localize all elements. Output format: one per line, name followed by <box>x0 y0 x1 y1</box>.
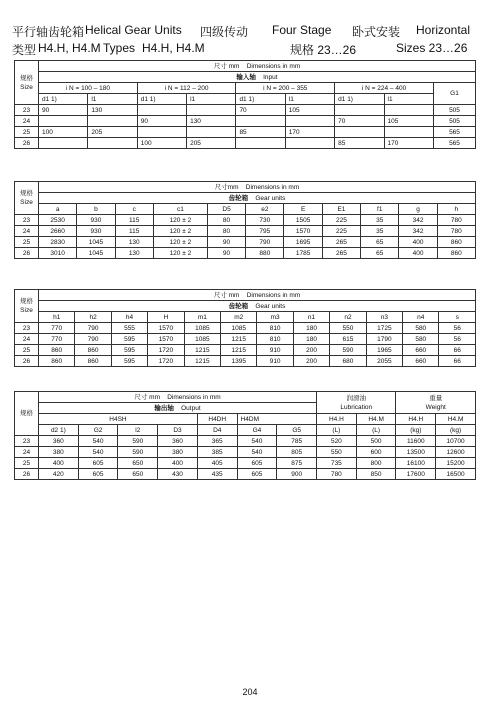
value-cell: 380 <box>158 447 198 458</box>
dimensions-header: 尺寸 mm Dimensions in mm <box>39 61 476 72</box>
size-cell: 26 <box>15 469 39 480</box>
value-cell: 595 <box>111 345 147 356</box>
table-row <box>15 458 476 469</box>
value-cell: 1965 <box>366 345 402 356</box>
table-row <box>15 138 476 149</box>
size-cell: 26 <box>15 248 39 259</box>
table-row <box>15 323 476 334</box>
size-cell: 23 <box>15 436 39 447</box>
value-cell: 900 <box>277 469 317 480</box>
value-cell: 780 <box>437 226 475 237</box>
value-cell: 605 <box>237 469 277 480</box>
size-cell: 23 <box>15 215 39 226</box>
col-header: (kg) <box>436 425 476 436</box>
value-cell: 615 <box>330 334 366 345</box>
value-cell: 120 ± 2 <box>153 237 207 248</box>
value-cell: 105 <box>384 116 433 127</box>
title-en: Helical Gear Units <box>85 23 182 37</box>
value-cell: 265 <box>322 248 360 259</box>
weight-header: 重量 Weight <box>396 392 476 414</box>
value-cell: 170 <box>384 138 433 149</box>
value-cell: 590 <box>118 447 158 458</box>
value-cell: 85 <box>236 127 285 138</box>
value-cell: 590 <box>330 345 366 356</box>
size-header: 规格 Size <box>15 182 39 215</box>
col-header: h1 <box>39 312 75 323</box>
col-header: d1 1) <box>335 94 384 105</box>
weight-h4h: H4.H <box>396 414 436 425</box>
size-cell: 23 <box>15 105 39 116</box>
value-cell: 660 <box>403 345 439 356</box>
value-cell: 790 <box>246 237 284 248</box>
col-header: G5 <box>277 425 317 436</box>
gear-units-table-2 <box>14 289 476 367</box>
value-cell: 90 <box>39 105 88 116</box>
ratio-group: i N = 100 – 180 <box>39 83 138 94</box>
value-cell: 860 <box>437 237 475 248</box>
column-header-row <box>15 312 476 323</box>
orient-en: Horizontal <box>416 23 471 37</box>
value-cell: 405 <box>197 458 237 469</box>
table-row <box>15 436 476 447</box>
h4dh-header: H4DH <box>197 414 237 425</box>
value-cell: 170 <box>285 127 334 138</box>
h4sh-header: H4SH <box>39 414 198 425</box>
value-cell: 360 <box>39 436 79 447</box>
value-cell: 590 <box>118 436 158 447</box>
col-header: d1 1) <box>236 94 285 105</box>
value-cell: 790 <box>75 334 111 345</box>
value-cell: 130 <box>88 105 137 116</box>
value-cell: 1790 <box>366 334 402 345</box>
stage-en: Four Stage <box>272 23 332 37</box>
value-cell: 505 <box>433 105 475 116</box>
col-header: h2 <box>75 312 111 323</box>
weight-h4m: H4.M <box>436 414 476 425</box>
size-cell: 24 <box>15 334 39 345</box>
value-cell: 540 <box>78 436 118 447</box>
value-cell: 180 <box>293 334 329 345</box>
value-cell: 580 <box>403 334 439 345</box>
col-header: s <box>439 312 476 323</box>
value-cell: 1085 <box>184 323 220 334</box>
size-cell: 26 <box>15 138 39 149</box>
value-cell: 1045 <box>77 248 115 259</box>
value-cell: 860 <box>75 345 111 356</box>
value-cell: 115 <box>115 215 153 226</box>
ratio-group: i N = 200 – 355 <box>236 83 335 94</box>
table-row <box>15 237 476 248</box>
col-header: l2 <box>118 425 158 436</box>
col-header: n4 <box>403 312 439 323</box>
value-cell: 105 <box>285 105 334 116</box>
value-cell: 265 <box>322 237 360 248</box>
dimensions-header: 尺寸 mm Dimensions in mm <box>39 290 476 301</box>
value-cell: 1215 <box>184 356 220 367</box>
table-row <box>15 127 476 138</box>
value-cell: 595 <box>111 334 147 345</box>
gear-units-header: 齿轮箱 Gear units <box>39 193 476 204</box>
col-header: b <box>77 204 115 215</box>
ratio-group: i N = 112 – 200 <box>137 83 236 94</box>
value-cell: 860 <box>39 345 75 356</box>
table-row <box>15 215 476 226</box>
value-cell: 2660 <box>39 226 77 237</box>
value-cell: 100 <box>39 127 88 138</box>
value-cell: 225 <box>322 226 360 237</box>
col-header: f1 <box>361 204 399 215</box>
col-header: g <box>399 204 437 215</box>
col-header: E <box>284 204 322 215</box>
value-cell: 780 <box>317 469 357 480</box>
value-cell: 540 <box>237 447 277 458</box>
value-cell: 10700 <box>436 436 476 447</box>
value-cell: 100 <box>137 138 186 149</box>
dimensions-header: 尺寸mm Dimensions in mm <box>39 182 476 193</box>
value-cell: 200 <box>293 356 329 367</box>
value-cell <box>88 116 137 127</box>
value-cell: 11600 <box>396 436 436 447</box>
value-cell: 860 <box>39 356 75 367</box>
value-cell: 342 <box>399 215 437 226</box>
value-cell <box>39 138 88 149</box>
col-header: H <box>148 312 184 323</box>
size-header: 规格 Size <box>15 290 39 323</box>
value-cell: 1725 <box>366 323 402 334</box>
output-shaft-table <box>14 391 476 480</box>
value-cell: 1785 <box>284 248 322 259</box>
value-cell: 565 <box>433 138 475 149</box>
value-cell: 65 <box>361 237 399 248</box>
value-cell <box>335 127 384 138</box>
value-cell: 540 <box>78 447 118 458</box>
g1-header: G1 <box>433 83 475 105</box>
size-cell: 24 <box>15 116 39 127</box>
value-cell <box>384 127 433 138</box>
value-cell: 56 <box>439 323 476 334</box>
table-row <box>15 356 476 367</box>
table-row <box>15 334 476 345</box>
gear-units-header: 齿轮箱 Gear units <box>39 301 476 312</box>
table-row <box>15 105 476 116</box>
col-header: d2 1) <box>39 425 79 436</box>
col-header: D3 <box>158 425 198 436</box>
value-cell: 70 <box>335 116 384 127</box>
table-row <box>15 447 476 458</box>
value-cell: 1215 <box>221 334 257 345</box>
value-cell: 400 <box>399 248 437 259</box>
value-cell: 120 ± 2 <box>153 215 207 226</box>
value-cell: 605 <box>78 469 118 480</box>
value-cell: 342 <box>399 226 437 237</box>
col-header: G2 <box>78 425 118 436</box>
size-cell: 25 <box>15 127 39 138</box>
size-cell: 25 <box>15 345 39 356</box>
col-header: a <box>39 204 77 215</box>
value-cell: 860 <box>437 248 475 259</box>
lub-h4m: H4.M <box>356 414 396 425</box>
col-header: l1 <box>384 94 433 105</box>
value-cell: 1215 <box>221 345 257 356</box>
col-header: m1 <box>184 312 220 323</box>
value-cell: 16500 <box>436 469 476 480</box>
value-cell: 730 <box>246 215 284 226</box>
size-cell: 25 <box>15 237 39 248</box>
value-cell: 365 <box>197 436 237 447</box>
value-cell: 805 <box>277 447 317 458</box>
ratio-group: i N = 224 – 400 <box>335 83 434 94</box>
orient-cn: 卧式安装 <box>352 25 401 39</box>
table-row <box>15 345 476 356</box>
input-shaft-table <box>14 60 476 149</box>
value-cell: 430 <box>158 469 198 480</box>
col-header: (L) <box>356 425 396 436</box>
size-cell: 24 <box>15 447 39 458</box>
value-cell: 66 <box>439 345 476 356</box>
col-header: c1 <box>153 204 207 215</box>
col-header: E1 <box>322 204 360 215</box>
value-cell: 605 <box>78 458 118 469</box>
value-cell <box>384 105 433 116</box>
col-header: e2 <box>246 204 284 215</box>
value-cell: 810 <box>257 334 293 345</box>
value-cell: 35 <box>361 215 399 226</box>
value-cell: 400 <box>399 237 437 248</box>
value-cell: 80 <box>207 226 245 237</box>
value-cell: 85 <box>335 138 384 149</box>
value-cell: 12600 <box>436 447 476 458</box>
value-cell: 205 <box>88 127 137 138</box>
size-cell: 23 <box>15 323 39 334</box>
col-header: h <box>437 204 475 215</box>
value-cell: 910 <box>257 356 293 367</box>
value-cell: 875 <box>277 458 317 469</box>
value-cell <box>236 116 285 127</box>
value-cell: 420 <box>39 469 79 480</box>
value-cell <box>137 105 186 116</box>
lubrication-header: 润滑油 Lubrication <box>317 392 396 414</box>
value-cell: 520 <box>317 436 357 447</box>
value-cell: 200 <box>293 345 329 356</box>
value-cell: 1215 <box>184 345 220 356</box>
value-cell: 540 <box>237 436 277 447</box>
col-header: m3 <box>257 312 293 323</box>
value-cell: 810 <box>257 323 293 334</box>
lub-h4h: H4.H <box>317 414 357 425</box>
value-cell: 1570 <box>148 323 184 334</box>
value-cell: 120 ± 2 <box>153 248 207 259</box>
value-cell <box>187 127 236 138</box>
value-cell: 1085 <box>221 323 257 334</box>
value-cell: 16100 <box>396 458 436 469</box>
value-cell: 120 ± 2 <box>153 226 207 237</box>
value-cell: 735 <box>317 458 357 469</box>
value-cell: 505 <box>433 116 475 127</box>
gear-units-table-1 <box>14 181 476 259</box>
value-cell: 550 <box>317 447 357 458</box>
value-cell: 13500 <box>396 447 436 458</box>
value-cell: 910 <box>257 345 293 356</box>
value-cell: 65 <box>361 248 399 259</box>
value-cell: 565 <box>433 127 475 138</box>
value-cell: 385 <box>197 447 237 458</box>
value-cell: 860 <box>75 356 111 367</box>
value-cell: 650 <box>118 458 158 469</box>
col-header: c <box>115 204 153 215</box>
size-cell: 25 <box>15 458 39 469</box>
column-header-row <box>15 94 476 105</box>
value-cell: 400 <box>39 458 79 469</box>
value-cell: 500 <box>356 436 396 447</box>
col-header: n3 <box>366 312 402 323</box>
value-cell: 680 <box>330 356 366 367</box>
value-cell: 785 <box>277 436 317 447</box>
value-cell: 780 <box>437 215 475 226</box>
value-cell: 790 <box>75 323 111 334</box>
sizes-en: Sizes 23…26 <box>396 41 468 55</box>
col-header: l1 <box>88 94 137 105</box>
value-cell: 600 <box>356 447 396 458</box>
value-cell: 795 <box>246 226 284 237</box>
value-cell: 1395 <box>221 356 257 367</box>
value-cell: 580 <box>403 323 439 334</box>
table-row <box>15 469 476 480</box>
value-cell: 1720 <box>148 345 184 356</box>
value-cell: 130 <box>115 248 153 259</box>
size-header: 规格 Size <box>15 61 39 105</box>
value-cell: 180 <box>293 323 329 334</box>
value-cell: 400 <box>158 458 198 469</box>
type-en: Types <box>103 41 136 55</box>
value-cell: 1570 <box>148 334 184 345</box>
value-cell: 130 <box>115 237 153 248</box>
value-cell: 90 <box>207 237 245 248</box>
value-cell: 800 <box>356 458 396 469</box>
col-header: h4 <box>111 312 147 323</box>
size-cell: 24 <box>15 226 39 237</box>
value-cell: 70 <box>236 105 285 116</box>
value-cell: 1570 <box>284 226 322 237</box>
col-header: n2 <box>330 312 366 323</box>
col-header: (kg) <box>396 425 436 436</box>
value-cell: 130 <box>187 116 236 127</box>
size-cell: 26 <box>15 356 39 367</box>
value-cell: 555 <box>111 323 147 334</box>
value-cell: 90 <box>207 248 245 259</box>
value-cell <box>137 127 186 138</box>
value-cell: 650 <box>118 469 158 480</box>
value-cell: 550 <box>330 323 366 334</box>
col-header: (L) <box>317 425 357 436</box>
col-header: l1 <box>285 94 334 105</box>
col-header: D4 <box>197 425 237 436</box>
value-cell: 1045 <box>77 237 115 248</box>
value-cell: 930 <box>77 226 115 237</box>
size-header: 规格 <box>15 392 39 436</box>
value-cell: 2055 <box>366 356 402 367</box>
value-cell: 380 <box>39 447 79 458</box>
value-cell: 1695 <box>284 237 322 248</box>
value-cell: 15200 <box>436 458 476 469</box>
value-cell: 880 <box>246 248 284 259</box>
dimensions-header: 尺寸 mm Dimensions in mm <box>39 392 317 403</box>
table-row <box>15 226 476 237</box>
value-cell: 225 <box>322 215 360 226</box>
col-header: n1 <box>293 312 329 323</box>
value-cell: 605 <box>237 458 277 469</box>
page-number: 204 <box>242 687 258 697</box>
stage-cn: 四级传动 <box>200 25 249 39</box>
col-header: m2 <box>221 312 257 323</box>
value-cell: 770 <box>39 334 75 345</box>
value-cell <box>187 105 236 116</box>
value-cell: 115 <box>115 226 153 237</box>
h4dm-header: H4DM <box>237 414 316 425</box>
table-row <box>15 116 476 127</box>
title-cn: 平行轴齿轮箱 <box>12 25 85 39</box>
value-cell: 2830 <box>39 237 77 248</box>
value-cell: 770 <box>39 323 75 334</box>
value-cell: 435 <box>197 469 237 480</box>
value-cell: 660 <box>403 356 439 367</box>
col-header: l1 <box>187 94 236 105</box>
col-header: D5 <box>207 204 245 215</box>
sizes-cn: 规格 23…26 <box>290 43 357 57</box>
value-cell: 1720 <box>148 356 184 367</box>
value-cell: 17600 <box>396 469 436 480</box>
value-cell <box>335 105 384 116</box>
input-header: 输入轴 Input <box>39 72 476 83</box>
value-cell: 66 <box>439 356 476 367</box>
value-cell <box>285 138 334 149</box>
type-value: H4.H, H4.M <box>38 41 101 55</box>
value-cell: 205 <box>187 138 236 149</box>
output-header: 输出轴 Output <box>39 403 317 414</box>
col-header: d1 1) <box>137 94 186 105</box>
type-cn: 类型 <box>12 43 37 57</box>
value-cell <box>88 138 137 149</box>
col-header: G4 <box>237 425 277 436</box>
value-cell: 90 <box>137 116 186 127</box>
value-cell: 1505 <box>284 215 322 226</box>
value-cell: 3010 <box>39 248 77 259</box>
column-header-row <box>15 204 476 215</box>
table-row <box>15 248 476 259</box>
type-value-2: H4.H, H4.M <box>142 41 205 55</box>
column-header-row <box>15 425 476 436</box>
col-header: d1 1) <box>39 94 88 105</box>
value-cell: 595 <box>111 356 147 367</box>
value-cell: 930 <box>77 215 115 226</box>
value-cell: 35 <box>361 226 399 237</box>
value-cell: 1085 <box>184 334 220 345</box>
value-cell <box>236 138 285 149</box>
value-cell: 850 <box>356 469 396 480</box>
value-cell: 360 <box>158 436 198 447</box>
value-cell: 2530 <box>39 215 77 226</box>
value-cell: 56 <box>439 334 476 345</box>
value-cell <box>39 116 88 127</box>
value-cell <box>285 116 334 127</box>
value-cell: 80 <box>207 215 245 226</box>
